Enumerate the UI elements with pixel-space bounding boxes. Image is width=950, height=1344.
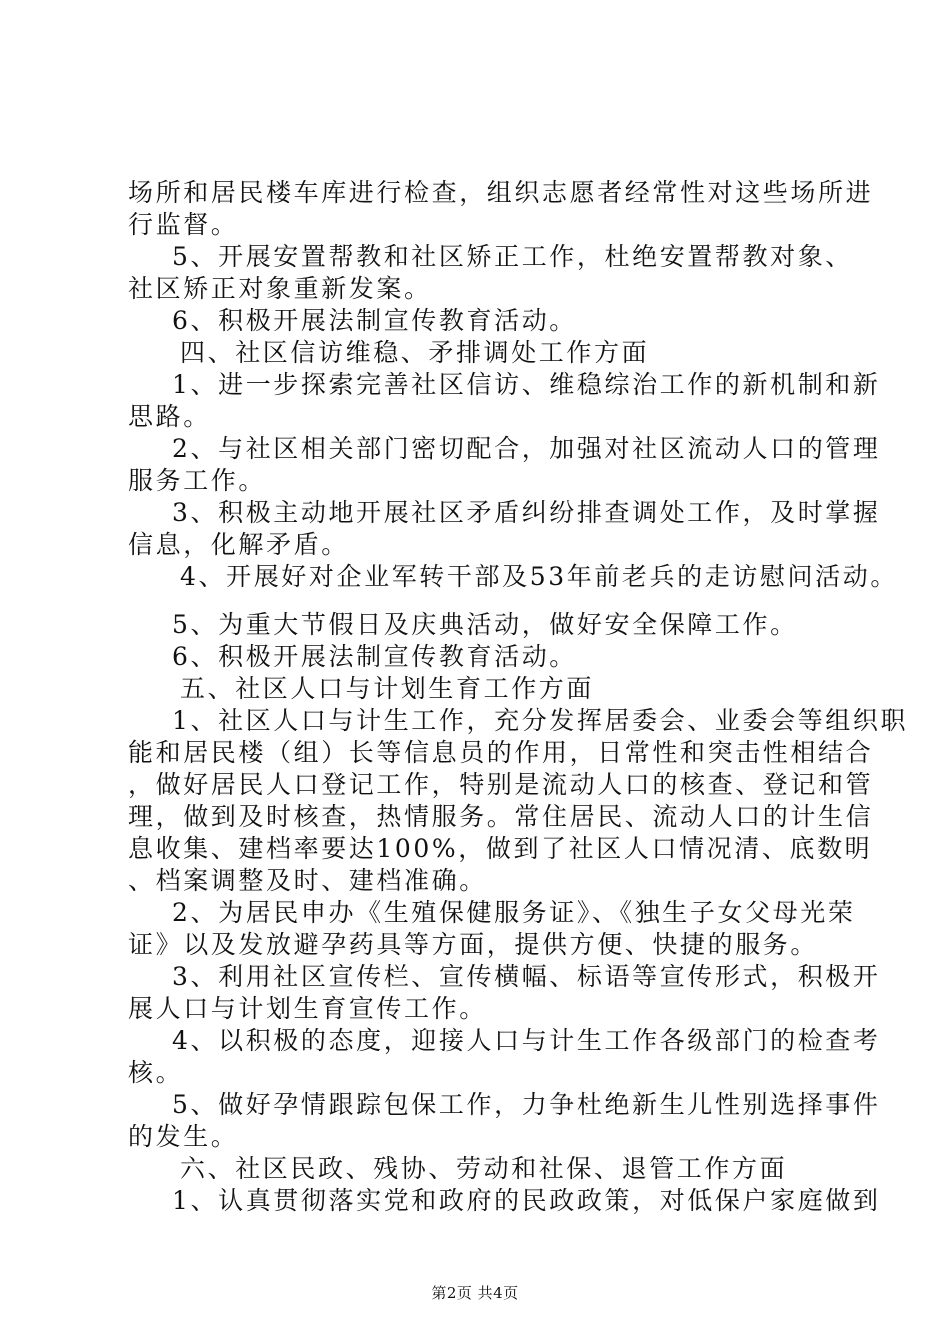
text-line: 、档案调整及时、建档准确。 [128, 866, 487, 895]
text-line: 服务工作。 [128, 466, 267, 495]
text-line: 4、开展好对企业军转干部及53年前老兵的走访慰问活动。 [180, 562, 898, 591]
text-line: 五、社区人口与计划生育工作方面 [180, 674, 595, 703]
text-line: 信息，化解矛盾。 [128, 530, 349, 559]
text-line: 理，做到及时核查，热情服务。常住居民、流动人口的计生信 [128, 802, 874, 831]
text-line: 社区矫正对象重新发案。 [128, 274, 432, 303]
text-line: 展人口与计划生育宣传工作。 [128, 994, 487, 1023]
text-line: 四、社区信访维稳、矛排调处工作方面 [180, 338, 650, 367]
text-line: 场所和居民楼车库进行检查，组织志愿者经常性对这些场所进 [128, 178, 874, 207]
text-line: 6、积极开展法制宣传教育活动。 [172, 306, 577, 335]
text-line: ，做好居民人口登记工作，特别是流动人口的核查、登记和管 [128, 770, 874, 799]
text-line: 六、社区民政、残协、劳动和社保、退管工作方面 [180, 1154, 788, 1183]
text-line: 5、开展安置帮教和社区矫正工作，杜绝安置帮教对象、 [172, 242, 853, 271]
text-line: 2、与社区相关部门密切配合，加强对社区流动人口的管理 [172, 434, 881, 463]
text-line: 思路。 [128, 402, 211, 431]
text-line: 3、积极主动地开展社区矛盾纠纷排查调处工作，及时掌握 [172, 498, 881, 527]
text-line: 1、进一步探索完善社区信访、维稳综治工作的新机制和新 [172, 370, 881, 399]
text-line: 6、积极开展法制宣传教育活动。 [172, 642, 577, 671]
text-line: 5、为重大节假日及庆典活动，做好安全保障工作。 [172, 610, 798, 639]
text-line: 息收集、建档率要达100%，做到了社区人口情况清、底数明 [128, 834, 873, 863]
text-line: 4、以积极的态度，迎接人口与计生工作各级部门的检查考 [172, 1026, 881, 1055]
text-line: 行监督。 [128, 210, 239, 239]
text-line: 能和居民楼（组）长等信息员的作用，日常性和突击性相结合 [128, 738, 874, 767]
text-line: 的发生。 [128, 1122, 239, 1151]
text-line: 2、为居民申办《生殖保健服务证》、《独生子女父母光荣 [172, 898, 856, 927]
text-line: 1、认真贯彻落实党和政府的民政政策，对低保户家庭做到 [172, 1186, 881, 1215]
text-line: 证》以及发放避孕药具等方面，提供方便、快捷的服务。 [128, 930, 819, 959]
text-line: 5、做好孕情跟踪包保工作，力争杜绝新生儿性别选择事件 [172, 1090, 881, 1119]
text-line: 3、利用社区宣传栏、宣传横幅、标语等宣传形式，积极开 [172, 962, 881, 991]
page-footer: 第2页 共4页 [431, 1284, 519, 1302]
text-line: 核。 [128, 1058, 184, 1087]
text-line: 1、社区人口与计生工作，充分发挥居委会、业委会等组织职 [172, 706, 909, 735]
